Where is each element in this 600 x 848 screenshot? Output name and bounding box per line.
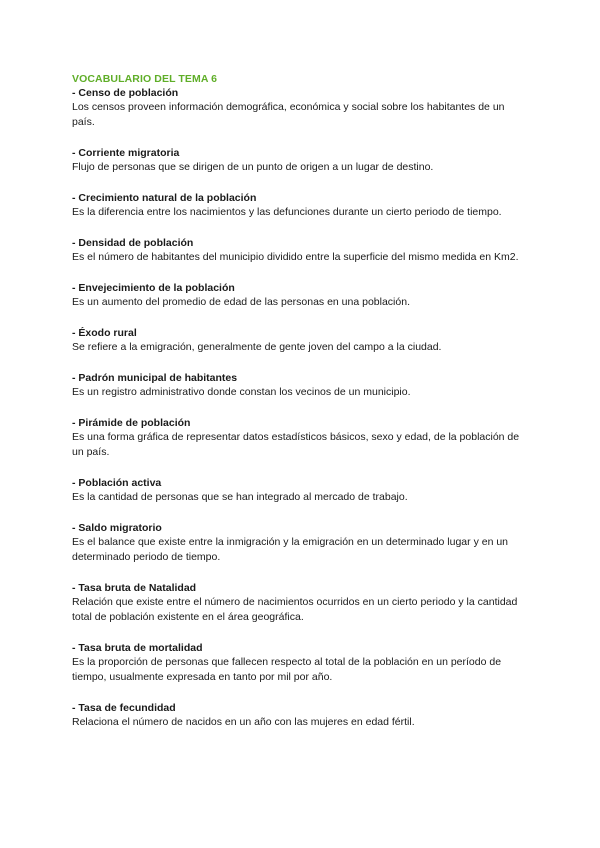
vocabulary-entry [72, 371, 528, 400]
entry-term: - Padrón municipal de habitantes [72, 372, 238, 384]
vocabulary-entry [72, 521, 528, 565]
entry-term: - Éxodo rural [72, 327, 137, 339]
vocabulary-entry [72, 281, 528, 310]
entry-term: - Población activa [72, 477, 162, 489]
entry-term: - Saldo migratorio [72, 522, 162, 534]
entry-term: - Tasa bruta de mortalidad [72, 642, 203, 654]
entry-definition: Es la diferencia entre los nacimientos y las defunciones durante un cierto periodo de tiempo. [72, 206, 502, 218]
document-page [72, 72, 528, 746]
entry-definition: Flujo de personas que se dirigen de un punto de origen a un lugar de destino. [72, 161, 434, 173]
entry-definition: Es un aumento del promedio de edad de las personas en una población. [72, 296, 410, 308]
entry-definition: Es el número de habitantes del municipio dividido entre la superficie del mismo medida en Km2. [72, 251, 519, 263]
entry-definition: Es una forma gráfica de representar datos estadísticos básicos, sexo y edad, de la población de un país. [72, 431, 520, 458]
vocabulary-entry [72, 191, 528, 220]
entry-definition: Se refiere a la emigración, generalmente de gente joven del campo a la ciudad. [72, 341, 442, 353]
entry-definition: Relación que existe entre el número de nacimientos ocurridos en un cierto periodo y la cantidad total de población existente en el área geográfica. [72, 596, 518, 623]
entry-term: - Crecimiento natural de la población [72, 192, 257, 204]
vocabulary-entry [72, 581, 528, 625]
entry-term: - Pirámide de población [72, 417, 191, 429]
document-title: VOCABULARIO DEL TEMA 6 [72, 73, 218, 85]
vocabulary-entry [72, 701, 528, 730]
entry-term: - Tasa bruta de Natalidad [72, 582, 197, 594]
entry-term: - Densidad de población [72, 237, 194, 249]
entry-term: - Censo de población [72, 87, 179, 99]
entry-definition: Es un registro administrativo donde constan los vecinos de un municipio. [72, 386, 411, 398]
entry-term: - Envejecimiento de la población [72, 282, 235, 294]
vocabulary-entry [72, 236, 528, 265]
entry-definition: Es la cantidad de personas que se han integrado al mercado de trabajo. [72, 491, 408, 503]
vocabulary-entry [72, 641, 528, 685]
entry-definition: Relaciona el número de nacidos en un año con las mujeres en edad fértil. [72, 716, 415, 728]
vocabulary-entry [72, 146, 528, 175]
vocabulary-entry [72, 416, 528, 460]
entry-definition: Es el balance que existe entre la inmigración y la emigración en un determinado lugar y en un determinado periodo de tiempo. [72, 536, 509, 563]
vocabulary-entry [72, 86, 528, 130]
vocabulary-entry [72, 476, 528, 505]
entry-term: - Corriente migratoria [72, 147, 180, 159]
entry-definition: Los censos proveen información demográfica, económica y social sobre los habitantes de un país. [72, 101, 505, 128]
vocabulary-entry [72, 326, 528, 355]
entry-definition: Es la proporción de personas que fallecen respecto al total de la población en un período de tiempo, usualmente expresada en tanto por mil por año. [72, 656, 502, 683]
entry-term: - Tasa de fecundidad [72, 702, 176, 714]
